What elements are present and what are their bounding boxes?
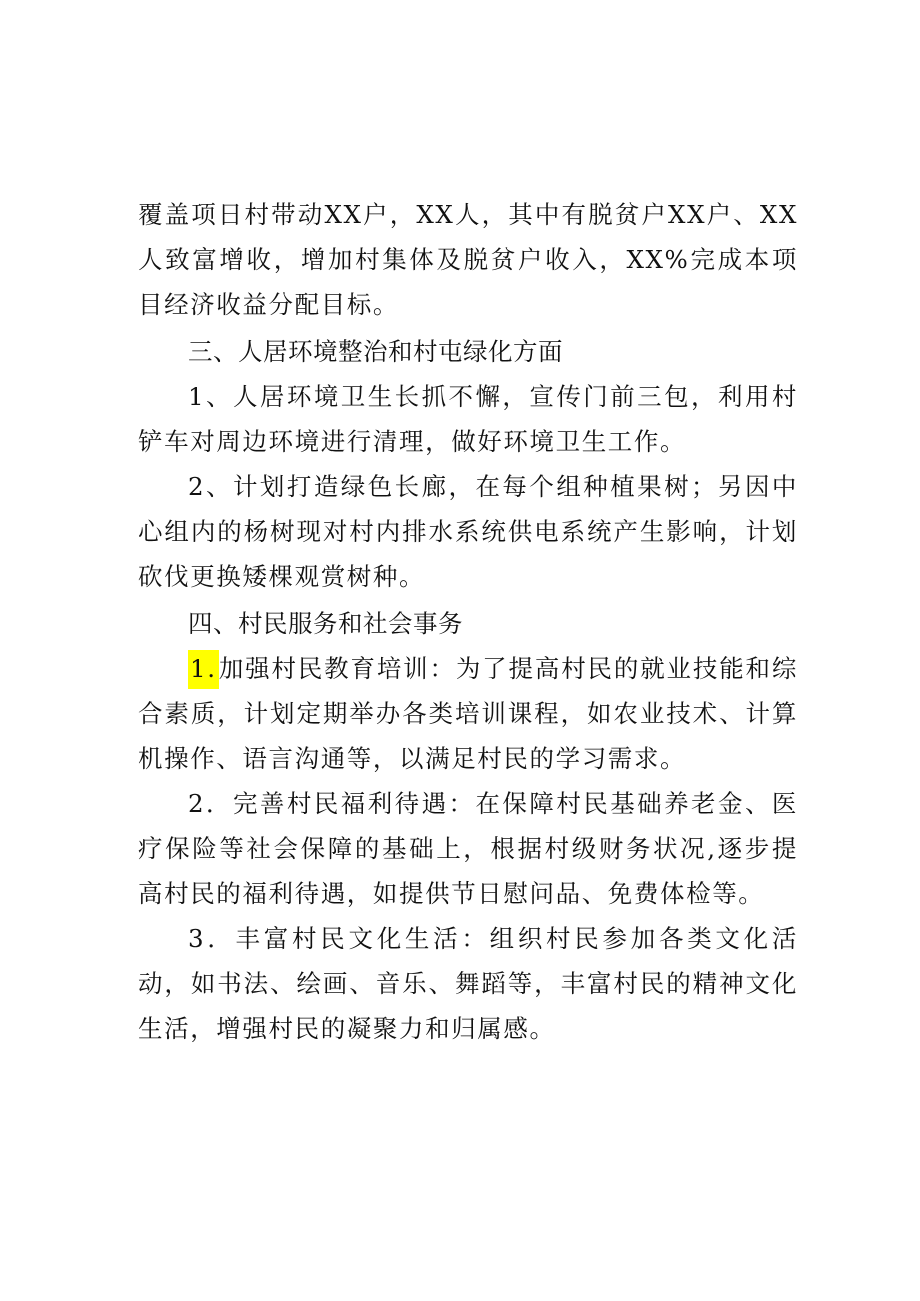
paragraph-education-training	[138, 646, 798, 781]
document-body	[138, 192, 798, 1051]
section-heading-environment: 三、人居环境整治和村屯绿化方面	[188, 337, 563, 366]
highlighted-item-number: 1.	[188, 650, 219, 689]
paragraph-benefit-summary: 覆盖项日村带动XX户，XX人，其中有脱贫户XX户、XX人致富增收，增加村集体及脱贫户收入，XX%完成本项目经济收益分配目标。	[138, 200, 798, 319]
paragraph-welfare: 2．完善村民福利待遇：在保障村民基础养老金、医疗保险等社会保障的基础上，根据村级财务状况,逐步提高村民的福利待遇，如提供节日慰问品、免费体检等。	[138, 789, 798, 908]
section-heading-villager-services: 四、村民服务和社会事务	[188, 609, 463, 638]
paragraph-sanitation: 1、人居环境卫生长抓不懈，宣传门前三包，利用村铲车对周边环境进行清理，做好环境卫生工作。	[138, 382, 798, 456]
paragraph-education-text: 加强村民教育培训：为了提高村民的就业技能和综合素质，计划定期举办各类培训课程，如农业技术、计算机操作、语言沟通等，以满足村民的学习需求。	[138, 654, 798, 773]
paragraph-green-corridor: 2、计划打造绿色长廊，在每个组种植果树；另因中心组内的杨树现对村内排水系统供电系统产生影响，计划砍伐更换矮棵观赏树种。	[138, 472, 798, 591]
paragraph-culture: 3．丰富村民文化生活：组织村民参加各类文化活动，如书法、绘画、音乐、舞蹈等，丰富村民的精神文化生活，增强村民的凝聚力和归属感。	[138, 924, 798, 1043]
